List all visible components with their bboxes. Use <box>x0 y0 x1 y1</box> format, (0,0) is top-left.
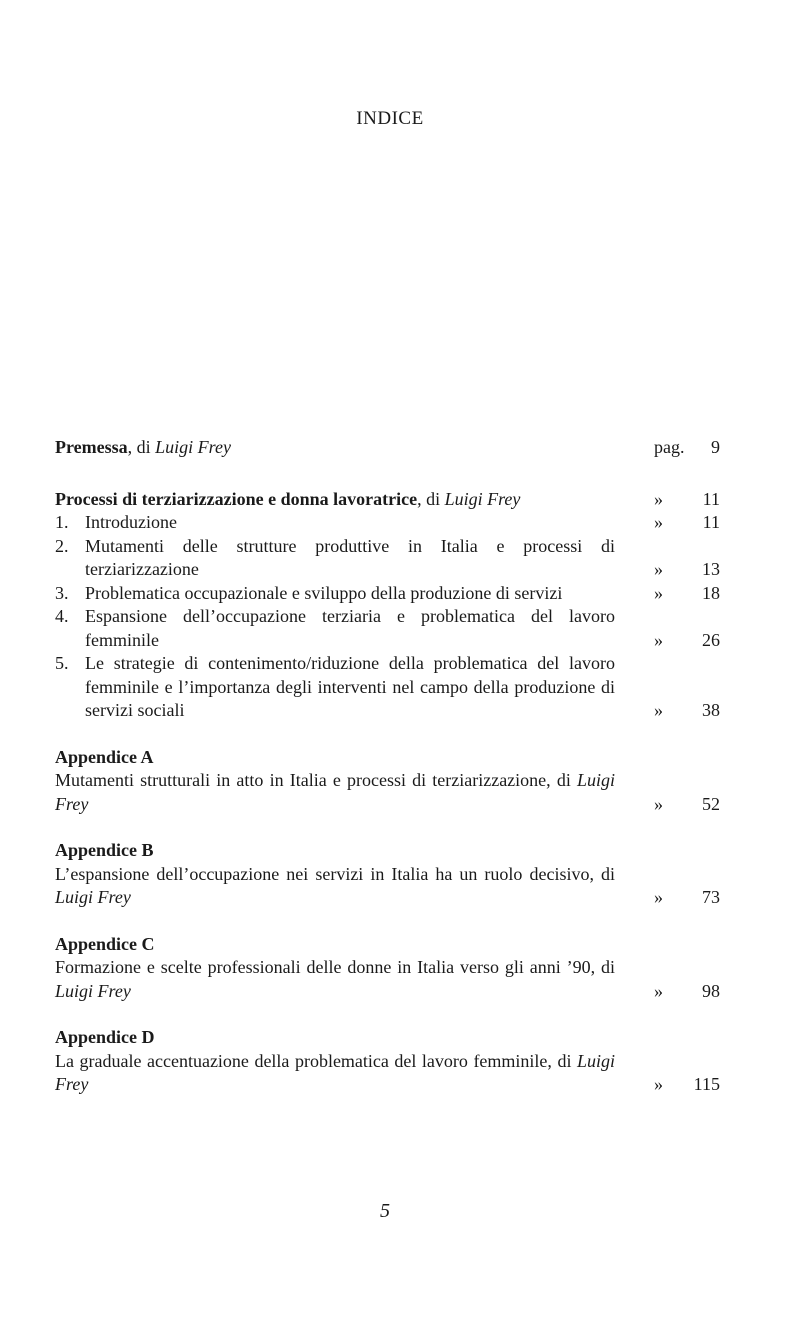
page-marker: » <box>654 488 663 509</box>
entry-author: Luigi Frey <box>155 437 231 457</box>
toc-entry-processi[interactable] <box>55 488 720 512</box>
page-number: 13 <box>702 559 720 579</box>
toc-item-3[interactable] <box>55 582 720 606</box>
item-text: Espansione dell’occupazione terziaria e problematica del lavoro femminile <box>85 606 615 650</box>
page-number-footer: 5 <box>380 1200 390 1222</box>
page-marker: » <box>654 887 663 907</box>
table-of-contents <box>55 436 720 1097</box>
item-number: 5. <box>55 653 69 673</box>
entry-title: Processi di terziarizzazione e donna lavoratrice <box>55 488 418 509</box>
page-number: 26 <box>702 629 720 650</box>
item-number: 4. <box>55 606 69 626</box>
entry-author: Luigi Frey <box>55 770 615 814</box>
page-number: 38 <box>702 700 720 720</box>
item-number: 1. <box>55 512 69 532</box>
page-number: 73 <box>702 887 720 907</box>
entry-author: Luigi Frey <box>55 1050 615 1094</box>
appendix-title: Formazione e scelte professionali delle donne in Italia verso gli anni ’90 <box>55 957 591 977</box>
item-text: Mutamenti delle strutture produttive in Italia e processi di terziarizzazione <box>85 535 615 579</box>
appendix-heading: Appendice C <box>55 933 155 954</box>
page-marker: » <box>654 629 663 650</box>
toc-item-1[interactable] <box>55 511 720 535</box>
item-number: 2. <box>55 535 69 556</box>
page-reference <box>654 511 720 535</box>
item-text: Introduzione <box>85 512 177 532</box>
page-marker: » <box>654 512 663 532</box>
entry-author: Luigi Frey <box>55 980 131 1001</box>
page-reference <box>654 558 720 582</box>
entry-separator: , di <box>589 863 615 884</box>
entry-author: Luigi Frey <box>444 488 521 509</box>
entry-title: Premessa <box>55 437 128 457</box>
page-reference <box>654 582 720 606</box>
item-number: 3. <box>55 582 69 603</box>
appendix-heading: Appendice D <box>55 1027 155 1047</box>
toc-item-4[interactable] <box>55 605 720 652</box>
entry-separator: , di <box>547 1050 577 1071</box>
entry-separator: , di <box>590 957 615 977</box>
page-number: 9 <box>711 437 720 457</box>
page-reference <box>654 629 720 653</box>
page-marker: pag. <box>654 437 685 457</box>
page-marker: » <box>654 1074 663 1094</box>
page-reference <box>654 1073 720 1097</box>
appendix-heading: Appendice B <box>55 840 154 860</box>
page-number: 115 <box>693 1074 720 1094</box>
item-text: Problematica occupazionale e sviluppo della produzione di servizi <box>85 582 563 603</box>
page-reference <box>654 980 720 1004</box>
page-reference <box>654 699 720 723</box>
toc-entry-premessa[interactable] <box>55 436 720 460</box>
page-number: 11 <box>702 488 720 509</box>
page-reference <box>654 436 720 460</box>
toc-appendix-b[interactable] <box>55 839 720 910</box>
page-title: INDICE <box>356 108 424 129</box>
appendix-heading: Appendice A <box>55 746 154 767</box>
page-marker: » <box>654 582 663 603</box>
appendix-title: L’espansione dell’occupazione nei servizi in Italia ha un ruolo decisivo <box>55 863 590 884</box>
entry-separator: , di <box>127 437 156 457</box>
page-marker: » <box>654 793 663 814</box>
page-marker: » <box>654 980 663 1001</box>
page-reference <box>654 488 720 512</box>
toc-appendix-a[interactable] <box>55 746 720 817</box>
toc-appendix-c[interactable] <box>55 933 720 1004</box>
toc-item-5[interactable] <box>55 652 720 723</box>
entry-author: Luigi Frey <box>55 887 131 907</box>
page-number: 18 <box>702 582 720 603</box>
page-marker: » <box>654 700 663 720</box>
page-reference <box>654 886 720 910</box>
entry-separator: , di <box>546 770 577 790</box>
appendix-title: La graduale accentuazione della problematica del lavoro femminile <box>55 1050 548 1071</box>
page-number: 11 <box>702 512 720 532</box>
page-number: 52 <box>702 793 720 814</box>
toc-appendix-d[interactable] <box>55 1026 720 1097</box>
toc-item-2[interactable] <box>55 535 720 582</box>
appendix-title: Mutamenti strutturali in atto in Italia e processi di terziarizzazione <box>55 770 547 790</box>
page-marker: » <box>654 559 663 579</box>
page-reference <box>654 793 720 817</box>
page-number: 98 <box>702 980 720 1001</box>
entry-separator: , di <box>417 488 445 509</box>
item-text: Le strategie di contenimento/riduzione della problematica del lavoro femminile e l’importanza degli interventi nel campo della produzione di servizi sociali <box>85 653 615 720</box>
